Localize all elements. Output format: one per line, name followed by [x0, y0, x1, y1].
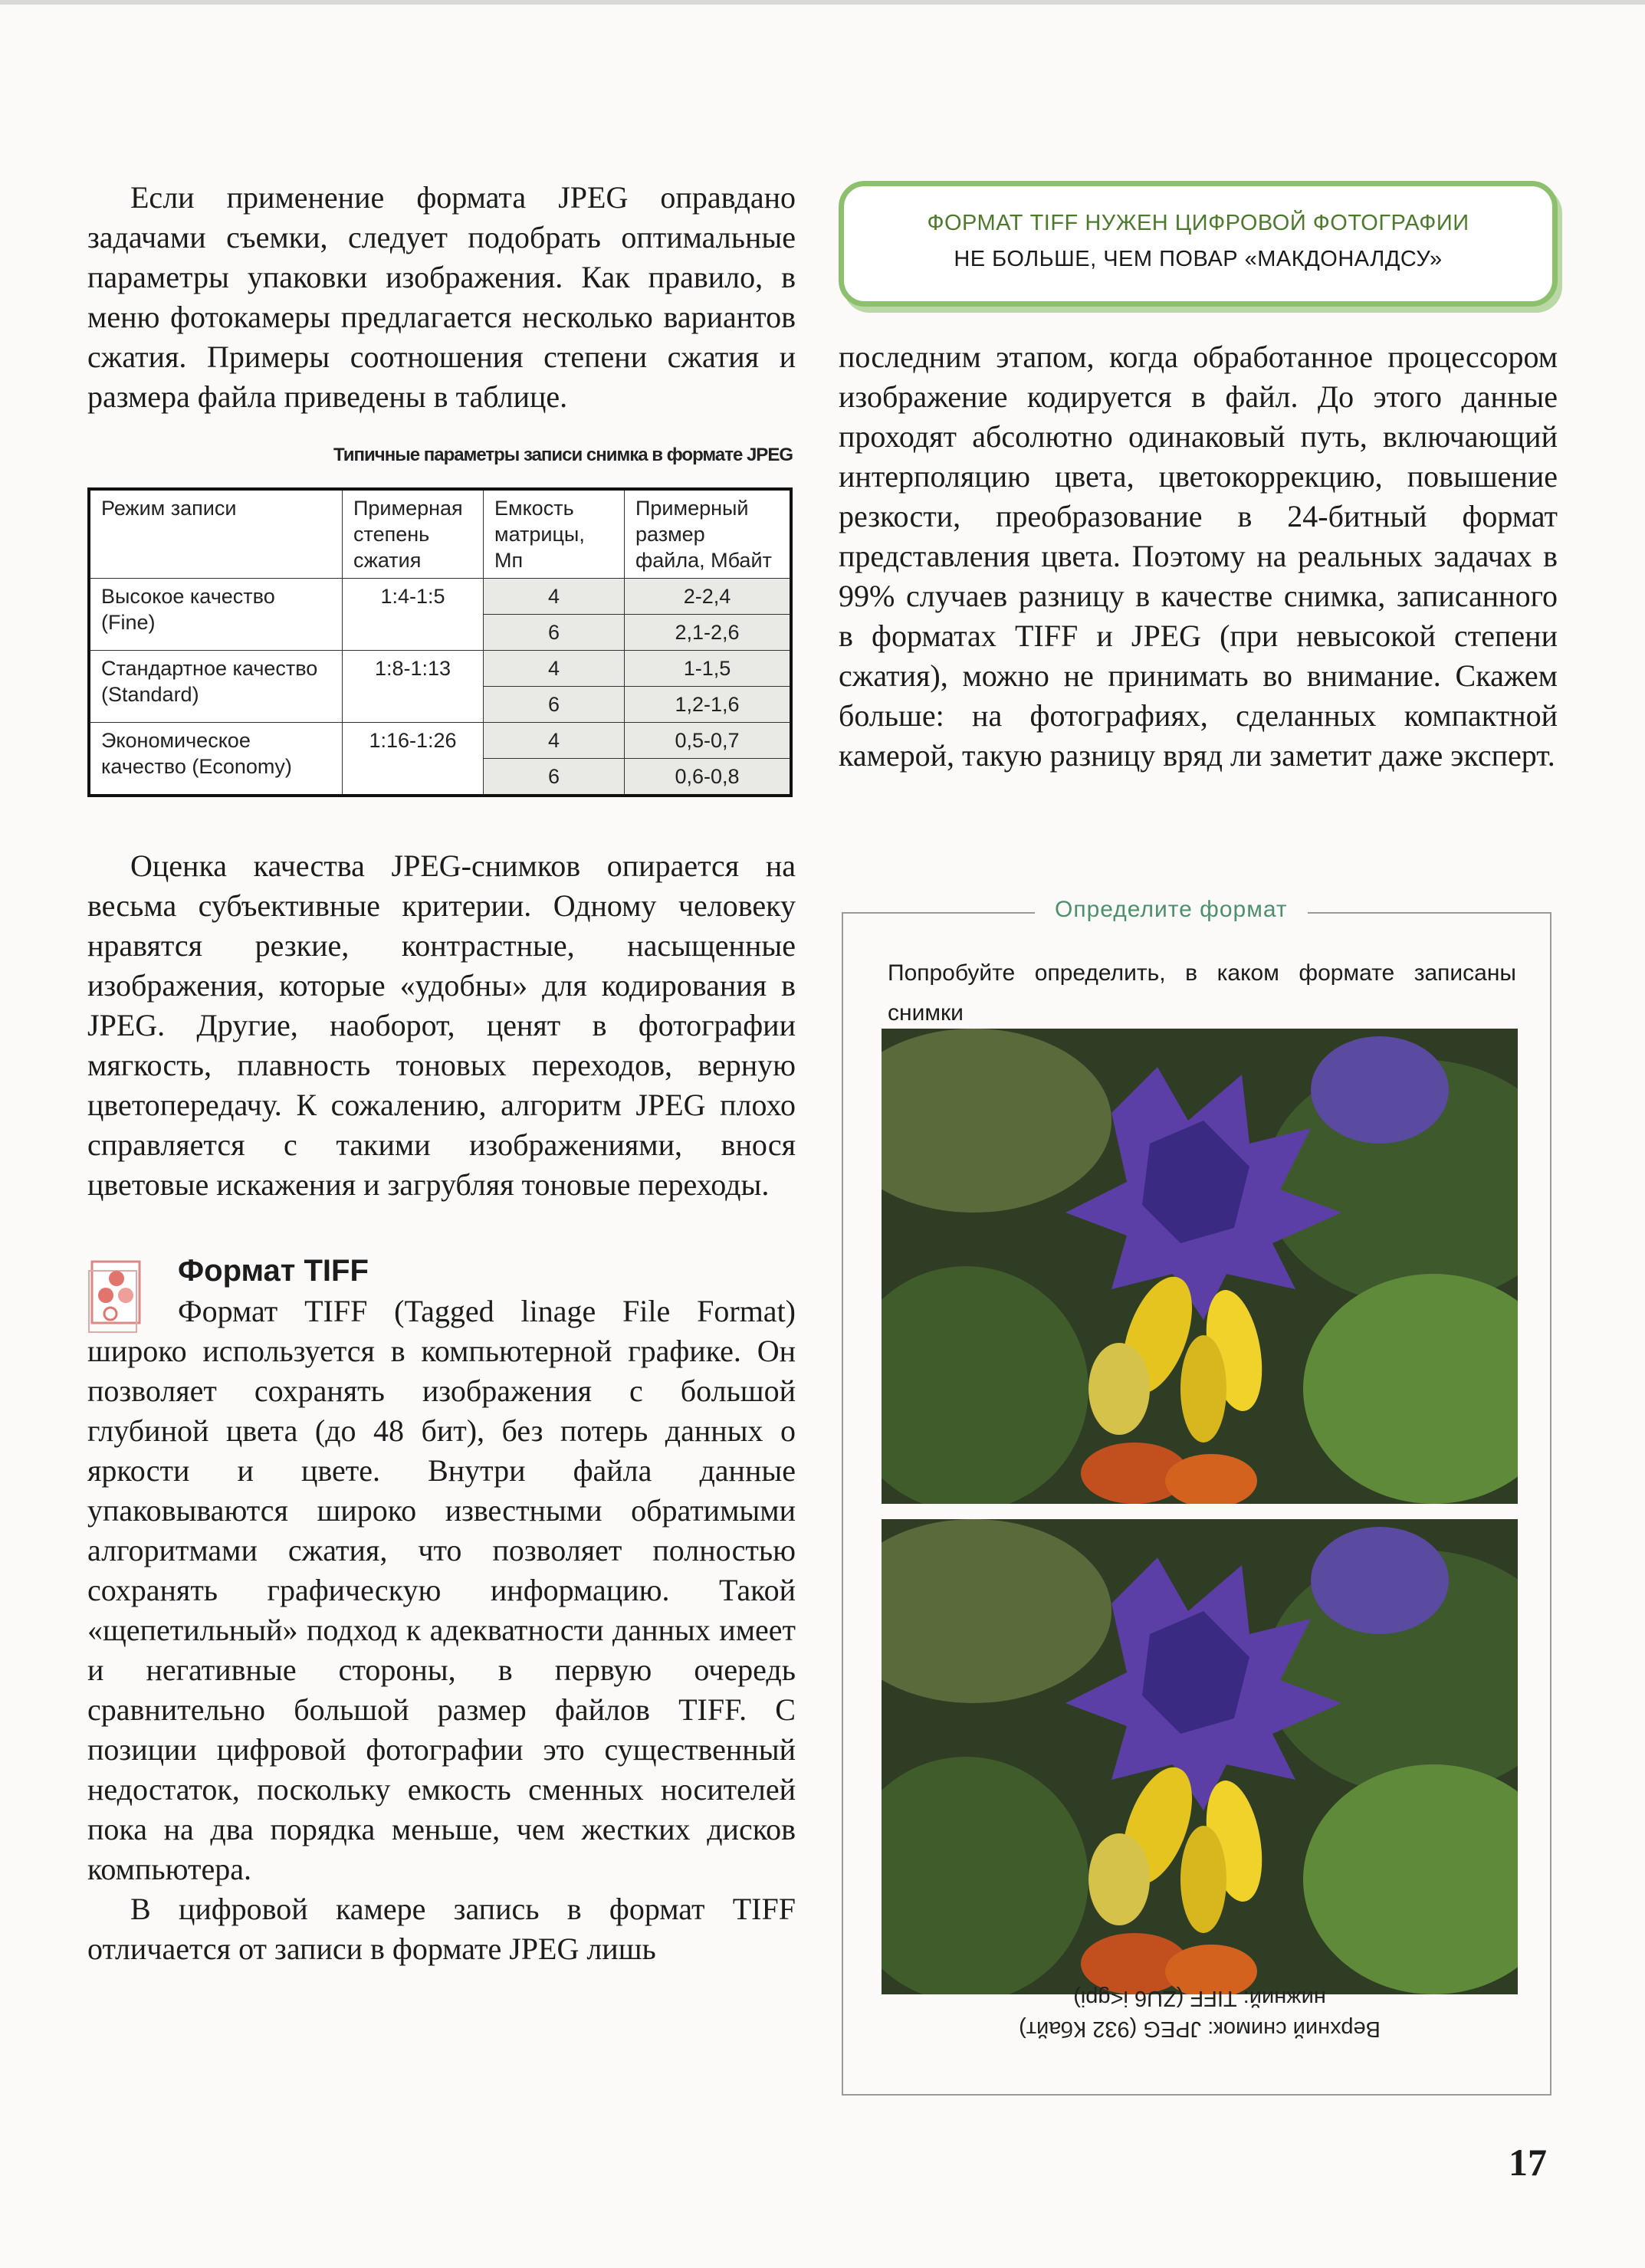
flower-image	[882, 1519, 1518, 1994]
intro-paragraph: Если применение формата JPEG оправдано задачами съемки, следует подобрать оптимальные параметры упаковки изображения. Как правило, в меню фотокамеры предлагается несколько вариантов сжатия. Примеры соотношения степени сжатия и размера файла приведены в таблице.	[87, 180, 796, 414]
right-paragraph: последним этапом, когда обработанное процессором изображение кодируется в файл. До этого данные проходят абсолютно одинаковый путь, включающий интерполяцию цвета, цветокоррекцию, повышение резкости, преобразование в 24-битный формат представления цвета. Поэтому на реальных задачах в 99% случаев разницу в качестве снимка, записанного в форматах TIFF и JPEG (при невысокой степени сжатия), можно не принимать во внимание. Скажем больше: на фотографиях, сделанных компактной камерой, такую разницу вряд ли заметит даже эксперт.	[839, 340, 1558, 773]
mode-cell: Высокое качество (Fine)	[89, 579, 343, 651]
camera-paragraph: В цифровой камере запись в формат TIFF отличается от записи в формате JPEG лишь	[87, 1892, 796, 1966]
tiff-section	[87, 1254, 796, 1969]
header-mp: Емкость матрицы, Мп	[484, 489, 625, 579]
jpeg-parameters-table	[87, 487, 793, 797]
mp-cell: 4	[484, 579, 625, 615]
size-cell: 2-2,4	[625, 579, 792, 615]
tiff-paragraph: Формат TIFF (Tagged linage File Format) широко используется в компьютерной графике. Он позволяет сохранять изображения с большой глубиной цвета (до 48 бит), без потерь данных о яркости и цвете. Внутри файла данные упаковываются широко известными обратимыми алгоритмами сжатия, что позволяет полностью сохранять графическую информацию. Такой «щепетильный» подход к адекватности данных имеет и негативные стороны, в первую очередь сравнительно большой размер файлов TIFF. С позиции цифровой фотографии это существенный недостаток, поскольку емкость сменных носителей пока на два порядка меньше, чем жестких дисков компьютера.	[87, 1294, 796, 1886]
caption-line-1: Верхний снимок: JPEG (932 Кбайт)	[1019, 2017, 1381, 2041]
mode-cell: Стандартное качество (Standard)	[89, 651, 343, 723]
table-row	[89, 723, 791, 759]
ratio-cell: 1:4-1:5	[343, 579, 484, 651]
callout-line-1: ФОРМАТ TIFF НУЖЕН ЦИФРОВОЙ ФОТОГРАФИИ	[927, 211, 1469, 235]
size-cell: 1,2-1,6	[625, 687, 792, 723]
header-size: Примерный размер файла, Мбайт	[625, 489, 792, 579]
left-column	[87, 178, 796, 1969]
header-ratio: Примерная степень сжатия	[343, 489, 484, 579]
mode-cell: Экономическое качество (Economy)	[89, 723, 343, 796]
upside-down-caption	[882, 1983, 1518, 2044]
box-description: Попробуйте определить, в каком формате записаны снимки	[888, 960, 1516, 1026]
callout-box	[839, 181, 1558, 307]
mp-cell: 4	[484, 723, 625, 759]
table-row	[89, 579, 791, 615]
mp-cell: 6	[484, 687, 625, 723]
photo-top	[882, 1029, 1518, 1504]
size-cell: 0,5-0,7	[625, 723, 792, 759]
section-icon	[87, 1257, 164, 1334]
photo-bottom	[882, 1519, 1518, 1994]
size-cell: 1-1,5	[625, 651, 792, 687]
quality-paragraph: Оценка качества JPEG-снимков опирается на весьма субъективные критерии. Одному человеку нравятся резкие, контрастные, насыщенные изображения, которые «удобны» для кодирования в JPEG. Другие, наоборот, ценят в фотографии мягкость, плавность тоновых переходов, верную цветопередачу. К сожалению, алгоритм JPEG плохо справляется с такими изображениями, внося цветовые искажения и загрубляя тоновые переходы.	[87, 848, 796, 1202]
mp-cell: 6	[484, 615, 625, 651]
size-cell: 0,6-0,8	[625, 759, 792, 796]
caption-line-2: нижний: TIFF (ZU6 i<gpi)	[1073, 1986, 1326, 2010]
box-title: Определите формат	[1035, 897, 1308, 923]
header-mode: Режим записи	[89, 489, 343, 579]
table-header-row	[89, 489, 791, 579]
table-row	[89, 651, 791, 687]
mp-cell: 6	[484, 759, 625, 796]
ratio-cell: 1:8-1:13	[343, 651, 484, 723]
mp-cell: 4	[484, 651, 625, 687]
page-number: 17	[1509, 2141, 1547, 2184]
section-title: Формат TIFF	[178, 1254, 369, 1288]
ratio-cell: 1:16-1:26	[343, 723, 484, 796]
format-quiz-box	[842, 897, 1551, 2096]
callout-line-2: НЕ БОЛЬШЕ, ЧЕМ ПОВАР «МАКДОНАЛДСУ»	[954, 247, 1443, 271]
flower-image	[882, 1029, 1518, 1504]
size-cell: 2,1-2,6	[625, 615, 792, 651]
top-rule	[0, 0, 1645, 5]
right-column	[839, 337, 1558, 776]
table-caption: Типичные параметры записи снимка в формате JPEG	[333, 445, 793, 465]
